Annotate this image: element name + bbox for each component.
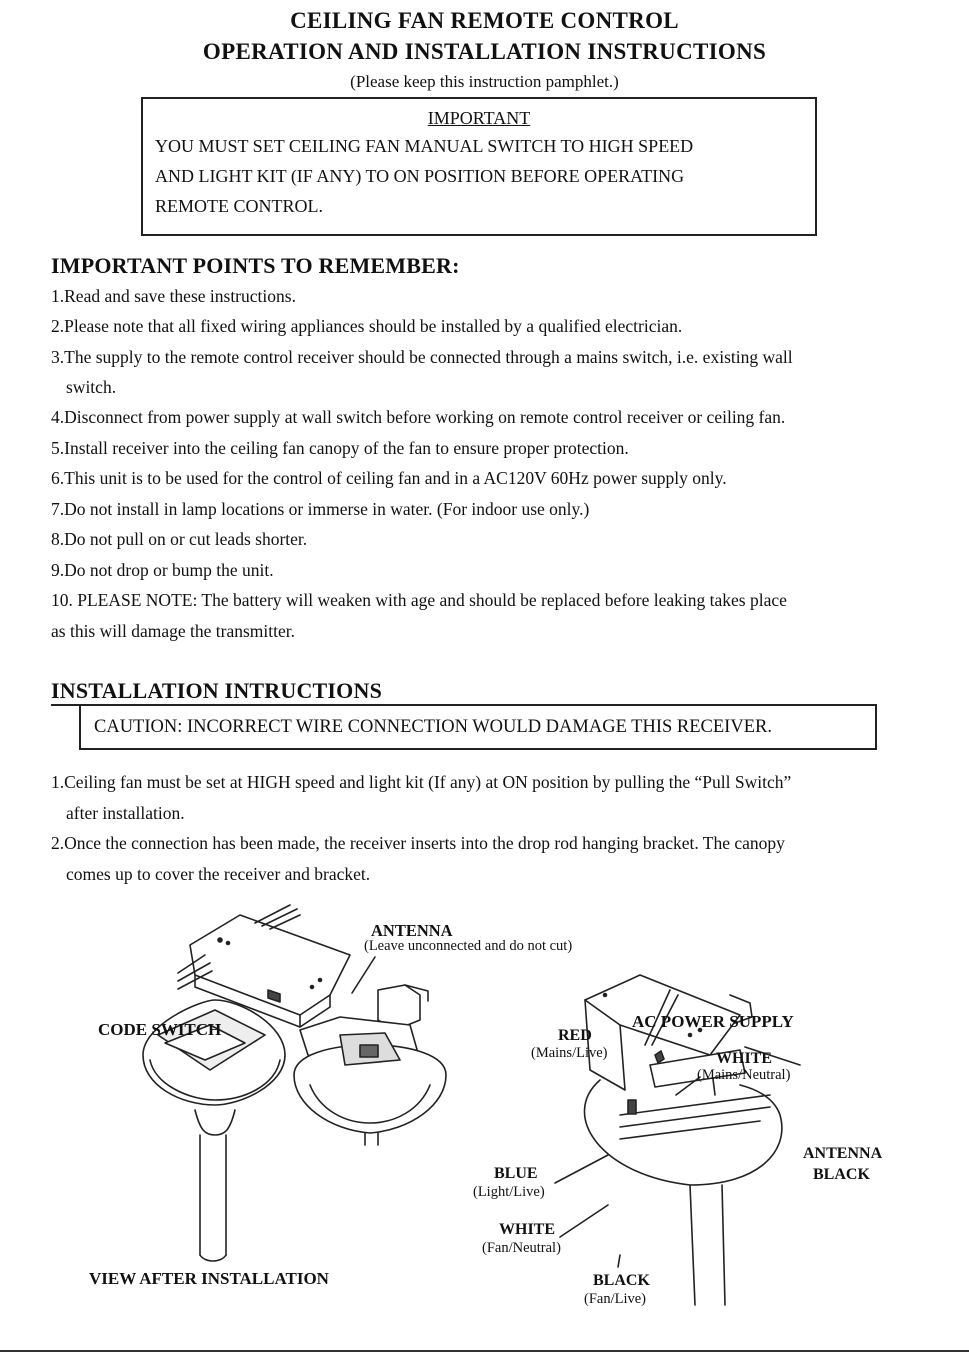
points-heading: IMPORTANT POINTS TO REMEMBER: xyxy=(51,253,460,278)
important-notice-box xyxy=(141,97,817,236)
point-item: 6.This unit is to be used for the control of ceiling fan and in a AC120V 60Hz power supply only. xyxy=(51,468,727,488)
point-item: 1.Read and save these instructions. xyxy=(51,286,296,306)
blue-wire-note: (Light/Live) xyxy=(473,1184,545,1200)
point-item: 7.Do not install in lamp locations or immerse in water. (For indoor use only.) xyxy=(51,499,590,519)
document-title-line1: CEILING FAN REMOTE CONTROL xyxy=(290,8,679,33)
black-fan-label: BLACK xyxy=(593,1272,650,1289)
point-item: 2.Please note that all fixed wiring appliances should be installed by a qualified electrician. xyxy=(51,316,683,336)
ac-power-label: AC POWER SUPPLY xyxy=(632,1012,794,1031)
install-step-1-cont: after installation. xyxy=(66,803,185,823)
important-line-2: AND LIGHT KIT (IF ANY) TO ON POSITION BEFORE OPERATING xyxy=(155,166,685,186)
document-subtitle: (Please keep this instruction pamphlet.) xyxy=(350,72,619,91)
point-item: 9.Do not drop or bump the unit. xyxy=(51,560,274,580)
point-item: 4.Disconnect from power supply at wall switch before working on remote control receiver or ceiling fan. xyxy=(51,407,786,427)
white-mains-note: (Mains/Neutral) xyxy=(697,1067,791,1083)
antenna-right-label: ANTENNA xyxy=(803,1145,883,1162)
black-fan-note: (Fan/Live) xyxy=(584,1291,647,1307)
important-line-3: REMOTE CONTROL. xyxy=(155,196,323,216)
red-wire-label: RED xyxy=(558,1027,592,1044)
blue-wire-label: BLUE xyxy=(494,1165,538,1182)
caution-box xyxy=(79,704,877,750)
point-item: 10. PLEASE NOTE: The battery will weaken with age and should be replaced before leaking takes place xyxy=(51,590,787,610)
white-fan-note: (Fan/Neutral) xyxy=(482,1240,561,1256)
point-item-continuation: as this will damage the transmitter. xyxy=(51,621,295,641)
point-item-continuation: switch. xyxy=(66,377,117,397)
point-item: 5.Install receiver into the ceiling fan canopy of the fan to ensure proper protection. xyxy=(51,438,629,458)
code-switch-label: CODE SWITCH xyxy=(98,1020,222,1039)
view-after-install-label: VIEW AFTER INSTALLATION xyxy=(89,1269,329,1288)
canopy-bracket-illustration xyxy=(294,985,446,1145)
installation-heading: INSTALLATION INTRUCTIONS xyxy=(51,678,383,703)
antenna-note: (Leave unconnected and do not cut) xyxy=(364,938,573,954)
caution-text: CAUTION: INCORRECT WIRE CONNECTION WOULD DAMAGE THIS RECEIVER. xyxy=(94,717,772,737)
point-item: 8.Do not pull on or cut leads shorter. xyxy=(51,529,308,549)
install-step-1: 1.Ceiling fan must be set at HIGH speed and light kit (If any) at ON position by pulling the “Pull Switch” xyxy=(51,772,792,792)
important-heading: IMPORTANT xyxy=(427,108,531,128)
antenna-label: ANTENNA xyxy=(371,921,453,940)
important-line-1: YOU MUST SET CEILING FAN MANUAL SWITCH TO HIGH SPEED xyxy=(155,136,694,156)
install-step-2: 2.Once the connection has been made, the receiver inserts into the drop rod hanging bracket. The canopy xyxy=(51,833,785,853)
white-mains-label: WHITE xyxy=(716,1050,773,1067)
black-right-label: BLACK xyxy=(813,1166,870,1183)
install-step-2-cont: comes up to cover the receiver and bracket. xyxy=(66,864,371,884)
document-title-line2: OPERATION AND INSTALLATION INSTRUCTIONS xyxy=(202,39,767,64)
bottom-rule xyxy=(0,1350,969,1352)
red-wire-note: (Mains/Live) xyxy=(531,1045,608,1061)
white-fan-label: WHITE xyxy=(499,1221,556,1238)
point-item: 3.The supply to the remote control receiver should be connected through a mains switch, i.e. existing wall xyxy=(51,347,793,367)
